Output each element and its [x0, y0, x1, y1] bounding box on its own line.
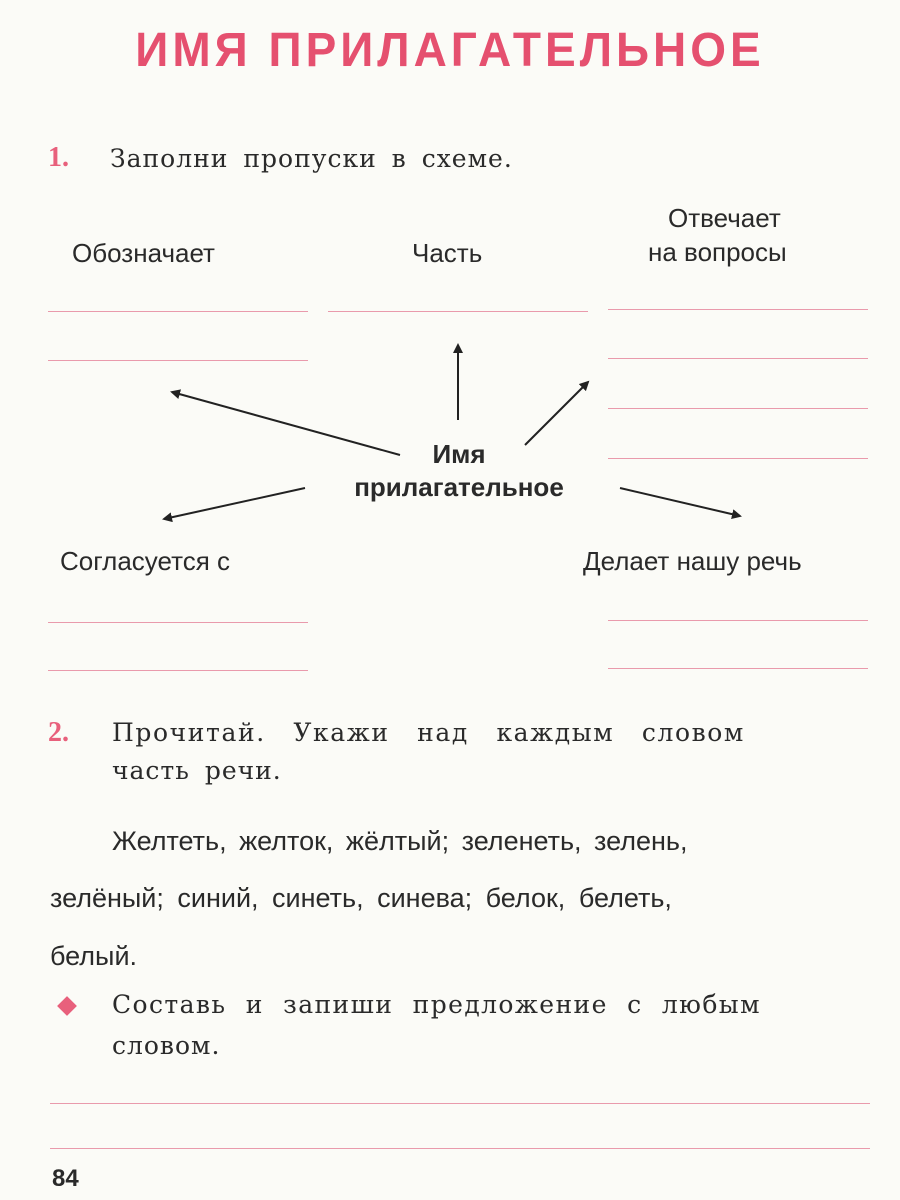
arrow-lower-right — [620, 488, 740, 516]
words-line-1: Желтеть, желток, жёлтый; зеленеть, зелень, — [112, 826, 688, 856]
task-2-instruction-1: Прочитай. Укажи над каждым словом — [112, 718, 745, 747]
task-1-number: 1. — [48, 142, 69, 173]
label-answers-1: Отвечает — [668, 203, 781, 233]
task-2-number: 2. — [48, 717, 69, 748]
label-answers-2: на вопросы — [648, 237, 787, 267]
label-makes-speech: Делает нашу речь — [583, 546, 802, 576]
sentence-line-2[interactable] — [50, 1148, 870, 1149]
label-agrees: Согласуется с — [60, 546, 231, 576]
label-part: Часть — [412, 238, 483, 268]
words-line-3: белый. — [50, 941, 138, 971]
answer-line-speech-2[interactable] — [608, 668, 868, 669]
extra-task-line-1: Составь и запиши предложение с любым — [112, 990, 761, 1019]
arrow-upper-right — [525, 382, 588, 445]
task-2-instruction-2: часть речи. — [112, 756, 282, 785]
label-denotes: Обозначает — [72, 238, 215, 268]
diagram-center-line1: Имя — [432, 439, 486, 469]
answer-line-agrees-1[interactable] — [48, 622, 308, 623]
extra-task-line-2: словом. — [112, 1031, 221, 1060]
answer-line-agrees-2[interactable] — [48, 670, 308, 671]
task-1-instruction: Заполни пропуски в схеме. — [110, 144, 513, 173]
page-number: 84 — [52, 1165, 79, 1192]
page-title: ИМЯ ПРИЛАГАТЕЛЬНОЕ — [135, 21, 765, 77]
diagram-center-line2: прилагательное — [354, 472, 564, 502]
answer-line-speech-1[interactable] — [608, 620, 868, 621]
arrow-lower-left — [164, 488, 305, 519]
sentence-line-1[interactable] — [50, 1103, 870, 1104]
words-line-2: зелёный; синий, синеть, синева; белок, белеть, — [50, 883, 672, 913]
